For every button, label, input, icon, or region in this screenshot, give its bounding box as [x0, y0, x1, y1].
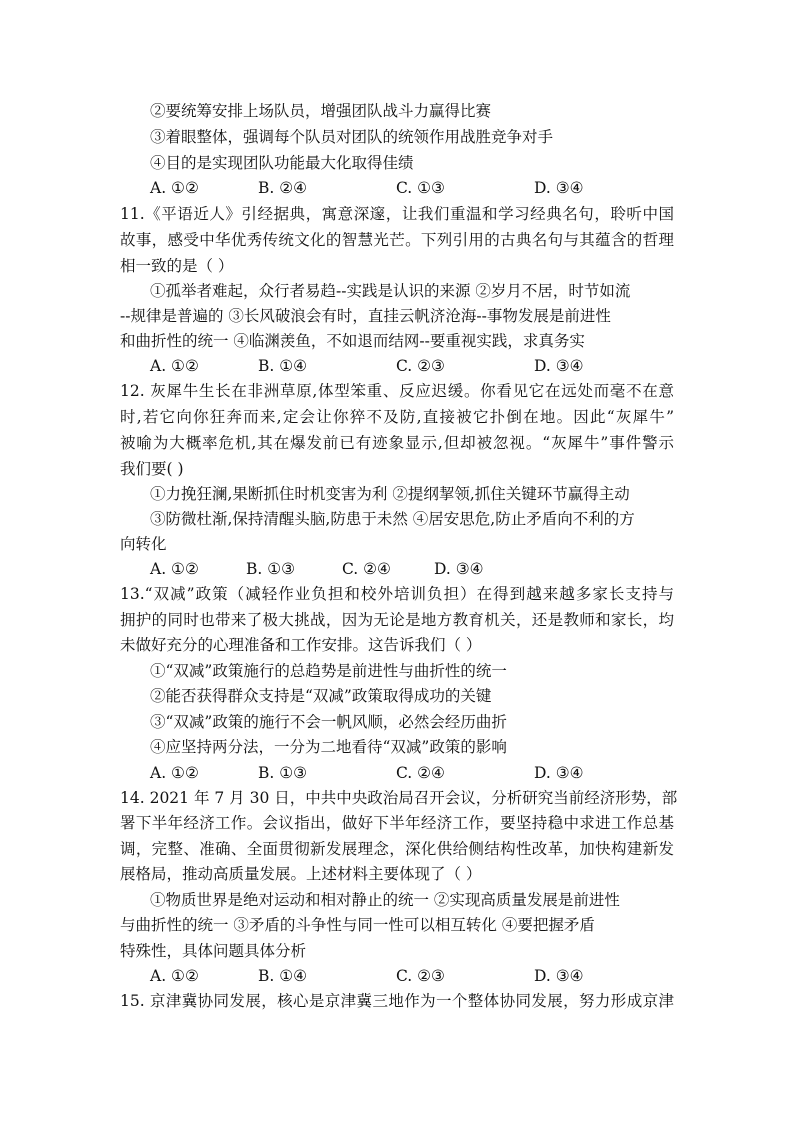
- q14-option-d: D. ③④: [534, 967, 584, 985]
- q11-option-c: C. ②③: [396, 357, 445, 375]
- q14-statements-line-2: 与曲折性的统一 ③矛盾的斗争性与同一性可以相互转化 ④要把握矛盾: [120, 916, 595, 934]
- q12-statements-line-1: ①力挽狂澜,果断抓住时机变害为利 ②提纲挈领,抓住关键环节赢得主动: [150, 485, 630, 503]
- q13-stem-line-3: 未做好充分的心理准备和工作安排。这告诉我们（ ）: [120, 636, 482, 654]
- q11-option-a: A. ①②: [150, 357, 199, 375]
- q12-stem-line-2: 时,若它向你狂奔而来,定会让你猝不及防,直接被它扑倒在地。因此“灰犀牛”: [120, 408, 674, 426]
- q12-option-a: A. ①②: [150, 560, 199, 578]
- q13-stem-line-2: 拥护的同时也带来了极大挑战，因为无论是地方教育机关，还是教师和家长，均: [120, 611, 674, 629]
- q10-option-b: B. ②④: [258, 179, 308, 197]
- q13-statement-4: ④应坚持两分法，一分为二地看待“双减”政策的影响: [150, 738, 507, 756]
- q10-option-a: A. ①②: [150, 179, 199, 197]
- q14-option-a: A. ①②: [150, 967, 199, 985]
- q13-statement-2: ②能否获得群众支持是“双减”政策取得成功的关键: [150, 687, 492, 705]
- q12-option-c: C. ②④: [342, 560, 391, 578]
- q13-statement-3: ③“双减”政策的施行不会一帆风顺，必然会经历曲折: [150, 713, 507, 731]
- q12-statements-line-3: 向转化: [120, 535, 167, 553]
- q12-stem-line-3: 被喻为大概率危机,其在爆发前已有迹象显示,但却被忽视。“灰犀牛”事件警示: [120, 434, 674, 452]
- q11-option-d: D. ③④: [534, 357, 584, 375]
- q12-option-d: D. ③④: [434, 560, 484, 578]
- q15-stem-line-1: 15. 京津冀协同发展，核心是京津冀三地作为一个整体协同发展，努力形成京津: [120, 992, 674, 1010]
- q14-option-c: C. ②③: [396, 967, 445, 985]
- q14-statements-line-3: 特殊性，具体问题具体分析: [120, 942, 307, 960]
- q13-stem-line-1: 13.“双减”政策（减轻作业负担和校外培训负担）在得到越来越多家长支持与: [120, 585, 674, 603]
- q14-option-b: B. ①④: [258, 967, 308, 985]
- q11-stem-line-3: 相一致的是（ ）: [120, 257, 234, 275]
- q14-stem-line-4: 展格局，推动高质量发展。上述材料主要体现了（ ）: [120, 865, 482, 883]
- q11-stem-line-1: 11.《平语近人》引经据典，寓意深邃，让我们重温和学习经典名句，聆听中国: [120, 205, 674, 223]
- q12-stem-line-4: 我们要( ): [120, 460, 184, 478]
- q14-stem-line-1: 14. 2021 年 7 月 30 日，中共中央政治局召开会议，分析研究当前经济形势，部: [120, 789, 678, 807]
- q11-statements-line-2: --规律是普遍的 ③长风破浪会有时，直挂云帆济沧海--事物发展是前进性: [120, 307, 611, 325]
- q13-option-d: D. ③④: [534, 764, 584, 782]
- q13-option-c: C. ②④: [396, 764, 445, 782]
- q10-statement-2: ②要统筹安排上场队员，增强团队战斗力赢得比赛: [150, 102, 492, 120]
- q11-option-b: B. ①④: [258, 357, 308, 375]
- q13-option-a: A. ①②: [150, 764, 199, 782]
- q14-statements-line-1: ①物质世界是绝对运动和相对静止的统一 ②实现高质量发展是前进性: [150, 891, 620, 909]
- q10-statement-3: ③着眼整体，强调每个队员对团队的统领作用战胜竞争对手: [150, 128, 554, 146]
- q10-statement-4: ④目的是实现团队功能最大化取得佳绩: [150, 154, 414, 172]
- q12-stem-line-1: 12. 灰犀牛生长在非洲草原,体型笨重、反应迟缓。你看见它在远处而毫不在意: [120, 382, 674, 400]
- q11-statements-line-3: 和曲折性的统一 ④临渊羡鱼，不如退而结网--要重视实践，求真务实: [120, 332, 585, 350]
- q13-option-b: B. ①③: [258, 764, 308, 782]
- q10-option-d: D. ③④: [534, 179, 584, 197]
- q12-statements-line-2: ③防微杜渐,保持清醒头脑,防患于未然 ④居安思危,防止矛盾向不利的方: [150, 510, 635, 528]
- q14-stem-line-2: 署下半年经济工作。会议指出，做好下半年经济工作，要坚持稳中求进工作总基: [120, 814, 674, 832]
- q10-option-c: C. ①③: [396, 179, 445, 197]
- q12-option-b: B. ①③: [246, 560, 296, 578]
- q14-stem-line-3: 调，完整、准确、全面贯彻新发展理念，深化供给侧结构性改革，加快构建新发: [120, 840, 674, 858]
- q11-statements-line-1: ①孤举者难起，众行者易趋--实践是认识的来源 ②岁月不居，时节如流: [150, 282, 631, 300]
- q13-statement-1: ①“双减”政策施行的总趋势是前进性与曲折性的统一: [150, 662, 507, 680]
- q11-stem-line-2: 故事，感受中华优秀传统文化的智慧光芒。下列引用的古典名句与其蕴含的哲理: [120, 231, 674, 249]
